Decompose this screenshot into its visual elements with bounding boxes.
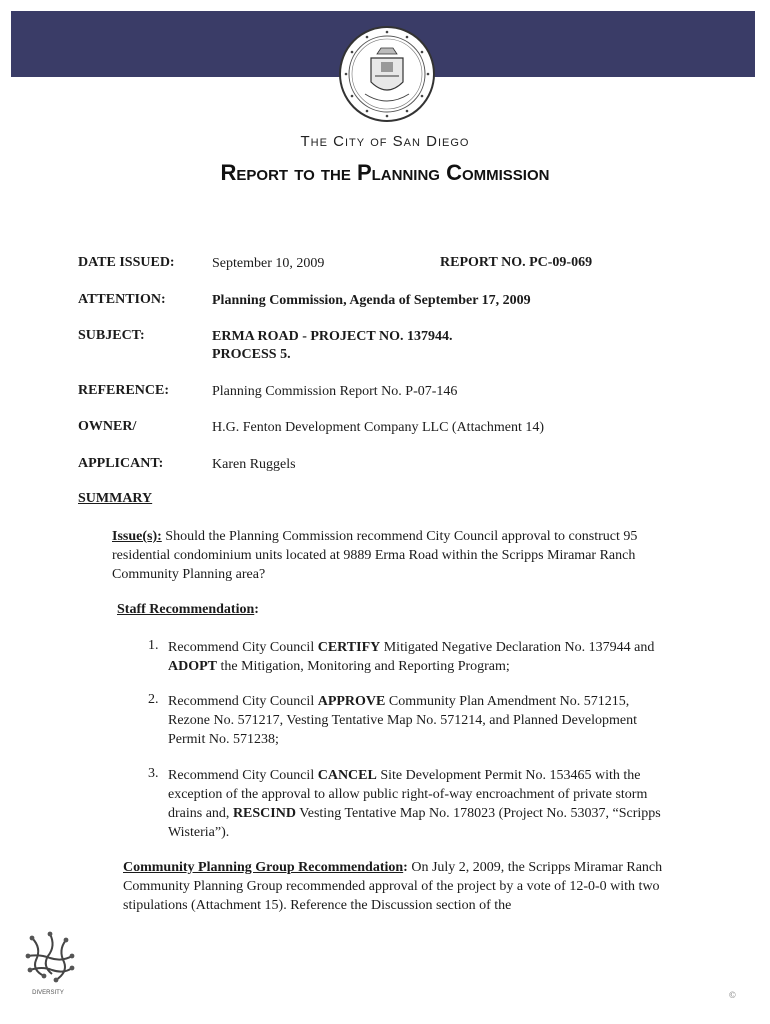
diversity-logo-icon <box>22 928 78 998</box>
cpg-text: On July 2, 2009, the Scripps Miramar Ranch Community Planning Group recommended approval of the project by a vote of 12-0-0 with two stipulations (Attachment 15). Reference the Discussion section of the <box>123 860 663 913</box>
page-mark: © <box>729 990 736 1000</box>
issue-paragraph <box>112 527 672 584</box>
diversity-logo-text: DIVERSITY <box>32 990 64 996</box>
list-item-number-1: 1. <box>148 638 159 653</box>
cpg-colon: : <box>403 860 408 875</box>
item-3-text-c: Site Development Permit No. 153465 with the exception of the approval to allow public right-of-way encroachment of private storm drains and, <box>168 768 648 821</box>
item-1-adopt: ADOPT <box>168 659 217 674</box>
subject-line-2: PROCESS 5. <box>212 347 291 362</box>
list-item-3 <box>168 766 673 842</box>
attention-label: ATTENTION: <box>78 292 166 307</box>
applicant-label: APPLICANT: <box>78 456 164 471</box>
city-name: The City of San Diego <box>300 133 470 150</box>
report-number: REPORT NO. PC-09-069 <box>440 255 593 270</box>
issue-label: Issue(s): <box>112 529 162 544</box>
issue-text: Should the Planning Commission recommend City Council approval to construct 95 residential condominium units located at 9889 Erma Road within the Scripps Miramar Ranch Community Planning area? <box>112 529 638 582</box>
city-seal-icon <box>337 24 437 124</box>
list-item-number-2: 2. <box>148 692 159 707</box>
item-3-text-e: Vesting Tentative Map No. 178023 (Project No. 53037, “Scripps Wisteria”). <box>168 806 661 840</box>
owner-value: H.G. Fenton Development Company LLC (Attachment 14) <box>212 420 545 435</box>
report-title: Report to the Planning Commission <box>220 160 550 185</box>
item-1-text-c: Mitigated Negative Declaration No. 137944 and <box>380 640 655 655</box>
staff-recommendation-heading <box>117 600 259 619</box>
reference-value: Planning Commission Report No. P-07-146 <box>212 384 458 399</box>
cpg-label: Community Planning Group Recommendation <box>123 860 404 875</box>
date-issued-label: DATE ISSUED: <box>78 255 175 270</box>
attention-value: Planning Commission, Agenda of September 17, 2009 <box>212 293 531 308</box>
item-3-cancel: CANCEL <box>317 768 377 783</box>
reference-label: REFERENCE: <box>78 383 170 398</box>
item-1-certify: CERTIFY <box>317 640 381 655</box>
staff-recommendation-colon: : <box>254 602 259 617</box>
subject-label: SUBJECT: <box>78 328 145 343</box>
item-2-text-a: Recommend City Council <box>168 694 318 709</box>
item-1-text-a: Recommend City Council <box>168 640 318 655</box>
owner-label: OWNER/ <box>78 419 137 434</box>
applicant-value: Karen Ruggels <box>212 457 296 472</box>
item-3-text-a: Recommend City Council <box>168 768 318 783</box>
item-2-text-c: Community Plan Amendment No. 571215, Rezone No. 571217, Vesting Tentative Map No. 571214, and Planned Development Permit No. 571238; <box>168 694 637 747</box>
date-issued-value: September 10, 2009 <box>212 256 325 271</box>
cpg-paragraph <box>123 858 673 915</box>
list-item-2 <box>168 692 673 749</box>
item-3-rescind: RESCIND <box>232 806 296 821</box>
summary-heading: SUMMARY <box>78 491 153 506</box>
subject-line-1: ERMA ROAD - PROJECT NO. 137944. <box>212 329 453 344</box>
staff-recommendation-label: Staff Recommendation <box>117 602 255 617</box>
item-2-approve: APPROVE <box>317 694 386 709</box>
list-item-number-3: 3. <box>148 766 159 781</box>
list-item-1 <box>168 638 673 676</box>
item-1-text-e: the Mitigation, Monitoring and Reporting Program; <box>217 659 510 674</box>
